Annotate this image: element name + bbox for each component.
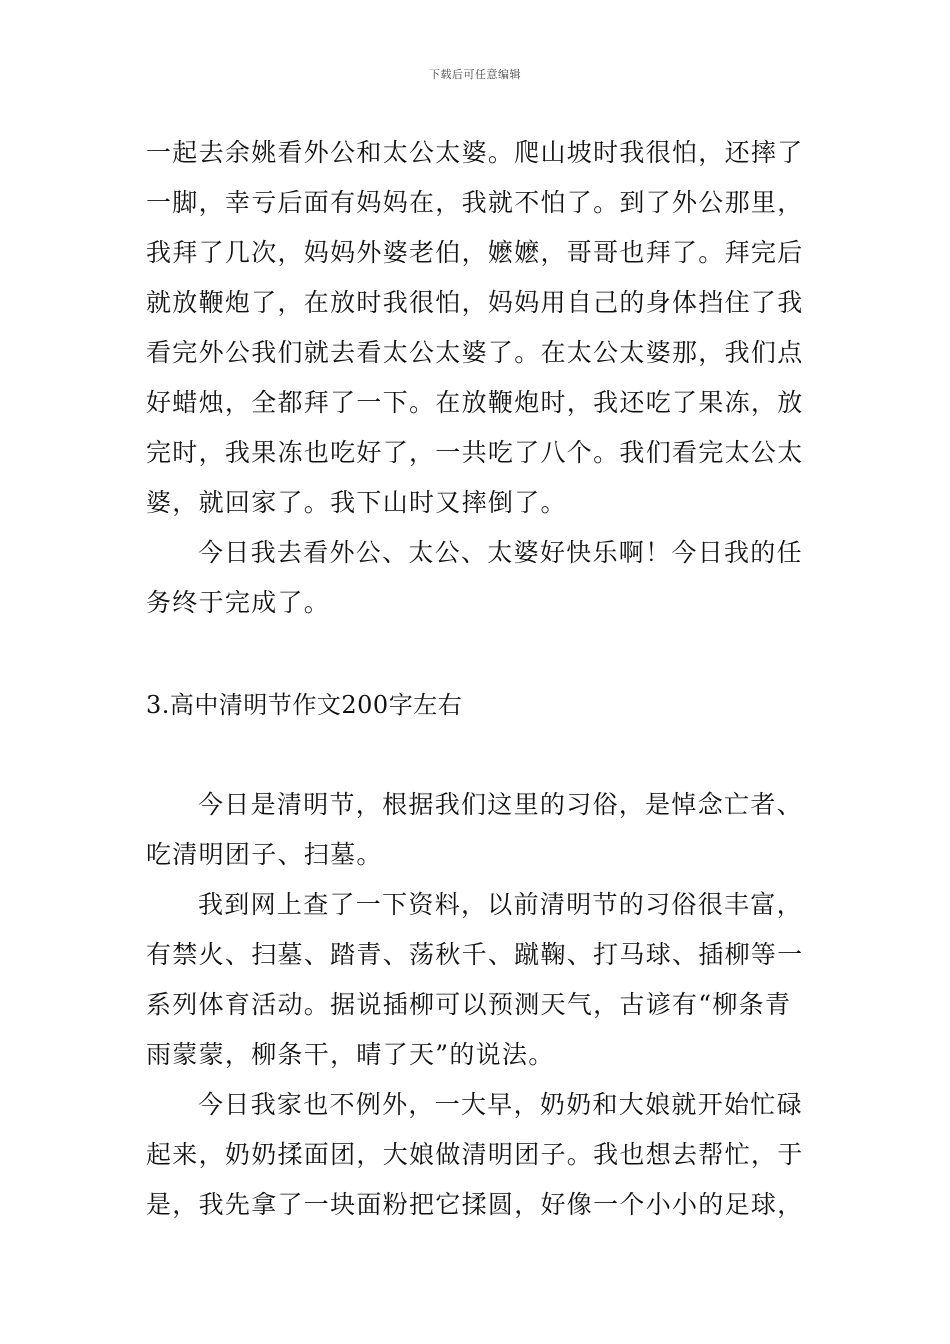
paragraph-line: 是，我先拿了一块面粉把它揉圆，好像一个小小的足球， <box>146 1190 804 1219</box>
paragraph-line: 看完外公我们就去看太公太婆了。在太公太婆那，我们点 <box>146 338 804 367</box>
paragraph-line: 一起去余姚看外公和太公太婆。爬山坡时我很怕，还摔了 <box>146 138 804 167</box>
paragraph-line: 我到网上查了一下资料，以前清明节的习俗很丰富， <box>198 890 803 919</box>
document-body <box>146 128 808 1230</box>
paragraph-line: 系列体育活动。据说插柳可以预测天气，古谚有“柳条青 <box>146 990 792 1019</box>
paragraph-line: 起来，奶奶揉面团，大娘做清明团子。我也想去帮忙，于 <box>146 1140 804 1169</box>
paragraph-line: 务终于完成了。 <box>146 588 331 617</box>
paragraph-line: 今日我去看外公、太公、太婆好快乐啊！今日我的任 <box>198 538 803 567</box>
paragraph-line: 吃清明团子、扫墓。 <box>146 840 383 869</box>
paragraph-line: 我拜了几次，妈妈外婆老伯，嬷嬷，哥哥也拜了。拜完后 <box>146 238 804 267</box>
page-header: 下载后可任意编辑 <box>429 68 521 81</box>
paragraph-line: 好蜡烛，全都拜了一下。在放鞭炮时，我还吃了果冻，放 <box>146 388 804 417</box>
paragraph-line: 婆，就回家了。我下山时又摔倒了。 <box>146 488 567 517</box>
paragraph-line: 有禁火、扫墓、踏青、荡秋千、蹴鞠、打马球、插柳等一 <box>146 940 804 969</box>
paragraph-line: 雨蒙蒙，柳条干，晴了天”的说法。 <box>146 1040 555 1069</box>
paragraph-line: 今日是清明节，根据我们这里的习俗，是悼念亡者、 <box>198 790 803 819</box>
paragraph-line: 完时，我果冻也吃好了，一共吃了八个。我们看完太公太 <box>146 438 804 467</box>
paragraph-line: 就放鞭炮了，在放时我很怕，妈妈用自己的身体挡住了我 <box>146 288 804 317</box>
section-heading: 3.高中清明节作文200字左右 <box>146 691 463 719</box>
paragraph-line: 今日我家也不例外，一大早，奶奶和大娘就开始忙碌 <box>198 1090 803 1119</box>
paragraph-line: 一脚，幸亏后面有妈妈在，我就不怕了。到了外公那里， <box>146 188 804 217</box>
